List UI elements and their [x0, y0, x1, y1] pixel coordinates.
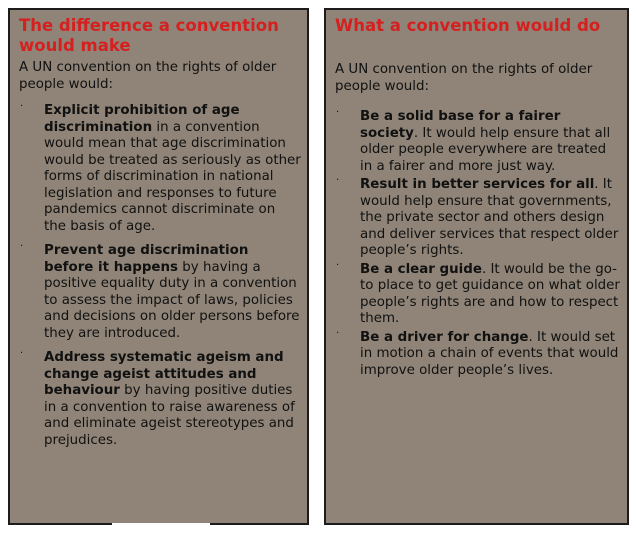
left-item-3-text: by having positive duties in a convention to raise awareness of and eliminate ageist stereotypes and prejudices.: [44, 383, 295, 448]
bullet-icon: ·: [20, 241, 24, 252]
left-list: [19, 103, 301, 449]
left-item-1-bold: Explicit prohibition of age discrimination: [44, 103, 240, 135]
left-item-2-text: by having a positive equality duty in a convention to assess the impact of laws, policies and decisions on older persons before they are introduced.: [44, 259, 300, 341]
right-panel: [324, 8, 629, 525]
left-item-3-bold: Address systematic ageism and change ageist attitudes and behaviour: [44, 350, 284, 398]
right-item-1-text: . It would help ensure that all older people everywhere are treated in a fairer and more just way.: [360, 125, 611, 174]
left-intro: A UN convention on the rights of older people would:: [19, 60, 277, 92]
right-list-item: [335, 327, 621, 380]
right-list-item: [335, 177, 621, 260]
bullet-icon: ·: [336, 107, 340, 118]
left-item-1-text: in a convention would mean that age discrimination would be treated as seriously as other forms of discrimination in national legislation and responses to future pandemics cannot discriminate on the basis of age.: [44, 119, 301, 234]
right-intro: A UN convention on the rights of older people would:: [335, 62, 593, 94]
right-item-4-bold: Be a driver for change: [360, 329, 529, 345]
left-heading: The difference a convention would make: [19, 16, 279, 55]
right-list-item: [335, 259, 621, 328]
divider-stub: [112, 523, 210, 535]
right-item-2-bold: Result in better services for all: [360, 177, 595, 192]
right-heading: What a convention would do: [335, 16, 601, 35]
bullet-icon: ·: [20, 348, 24, 359]
bullet-icon: ·: [20, 101, 24, 112]
left-list-item: [19, 243, 301, 342]
right-item-1-bold: Be a solid base for a fairer society: [360, 109, 561, 141]
right-item-3-bold: Be a clear guide: [360, 261, 482, 277]
left-list-item: [19, 350, 301, 449]
right-list-item: [335, 109, 621, 175]
right-item-4-text: . It would set in motion a chain of events that would improve older people’s lives.: [360, 329, 619, 378]
right-item-2-text: . It would help ensure that governments, the private sector and others design and deliver services that respect older people’s rights.: [360, 177, 619, 258]
bullet-icon: ·: [336, 259, 340, 271]
left-item-2-bold: Prevent age discrimination before it happens: [44, 243, 249, 275]
left-panel: [8, 8, 309, 525]
right-list: [335, 109, 621, 379]
bullet-icon: ·: [336, 175, 340, 186]
bullet-icon: ·: [336, 327, 340, 339]
left-list-item: [19, 103, 301, 235]
right-item-3-text: . It would be the go-to place to get guidance on what older people’s rights are and how to respect them.: [360, 261, 620, 326]
